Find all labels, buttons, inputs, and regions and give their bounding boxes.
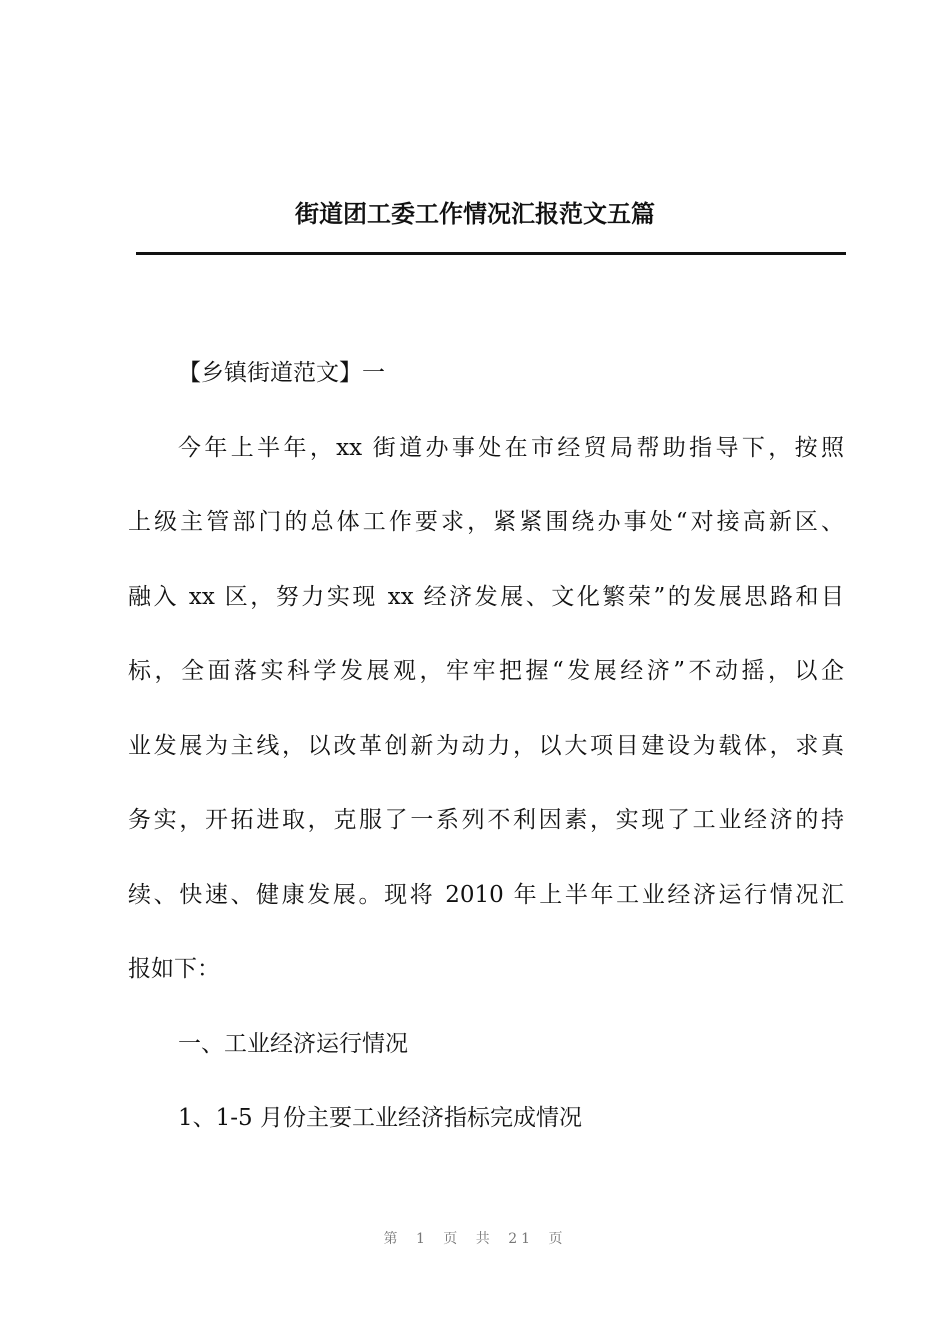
paragraph-line: 上级主管部门的总体工作要求，紧紧围绕办事处“对接高新区、 xyxy=(128,509,844,535)
document-title: 街道团工委工作情况汇报范文五篇 xyxy=(295,199,655,228)
document-body xyxy=(128,336,844,1156)
paragraph-line: 务实，开拓进取，克服了一系列不利因素，实现了工业经济的持 xyxy=(128,807,844,833)
paragraph-line: 今年上半年，xx 街道办事处在市经贸局帮助指导下，按照 xyxy=(178,434,844,461)
section-label: 【乡镇街道范文】一 xyxy=(178,360,385,386)
paragraph-line: 标，全面落实科学发展观，牢牢把握“发展经济”不动摇，以企 xyxy=(128,658,844,684)
paragraph-line: 续、快速、健康发展。现将 2010 年上半年工业经济运行情况汇 xyxy=(128,881,844,908)
title-underline xyxy=(136,252,846,255)
page-number-footer: 第 1 页 共 21 页 xyxy=(383,1231,567,1247)
section-heading: 一、工业经济运行情况 xyxy=(178,1030,408,1057)
intro-paragraph xyxy=(128,411,844,1007)
subsection-heading: 1、1-5 月份主要工业经济指标完成情况 xyxy=(178,1105,582,1131)
paragraph-line: 报如下： xyxy=(128,956,220,982)
paragraph-line: 融入 xx 区，努力实现 xx 经济发展、文化繁荣”的发展思路和目 xyxy=(128,583,844,610)
paragraph-line: 业发展为主线，以改革创新为动力，以大项目建设为载体，求真 xyxy=(128,732,844,759)
